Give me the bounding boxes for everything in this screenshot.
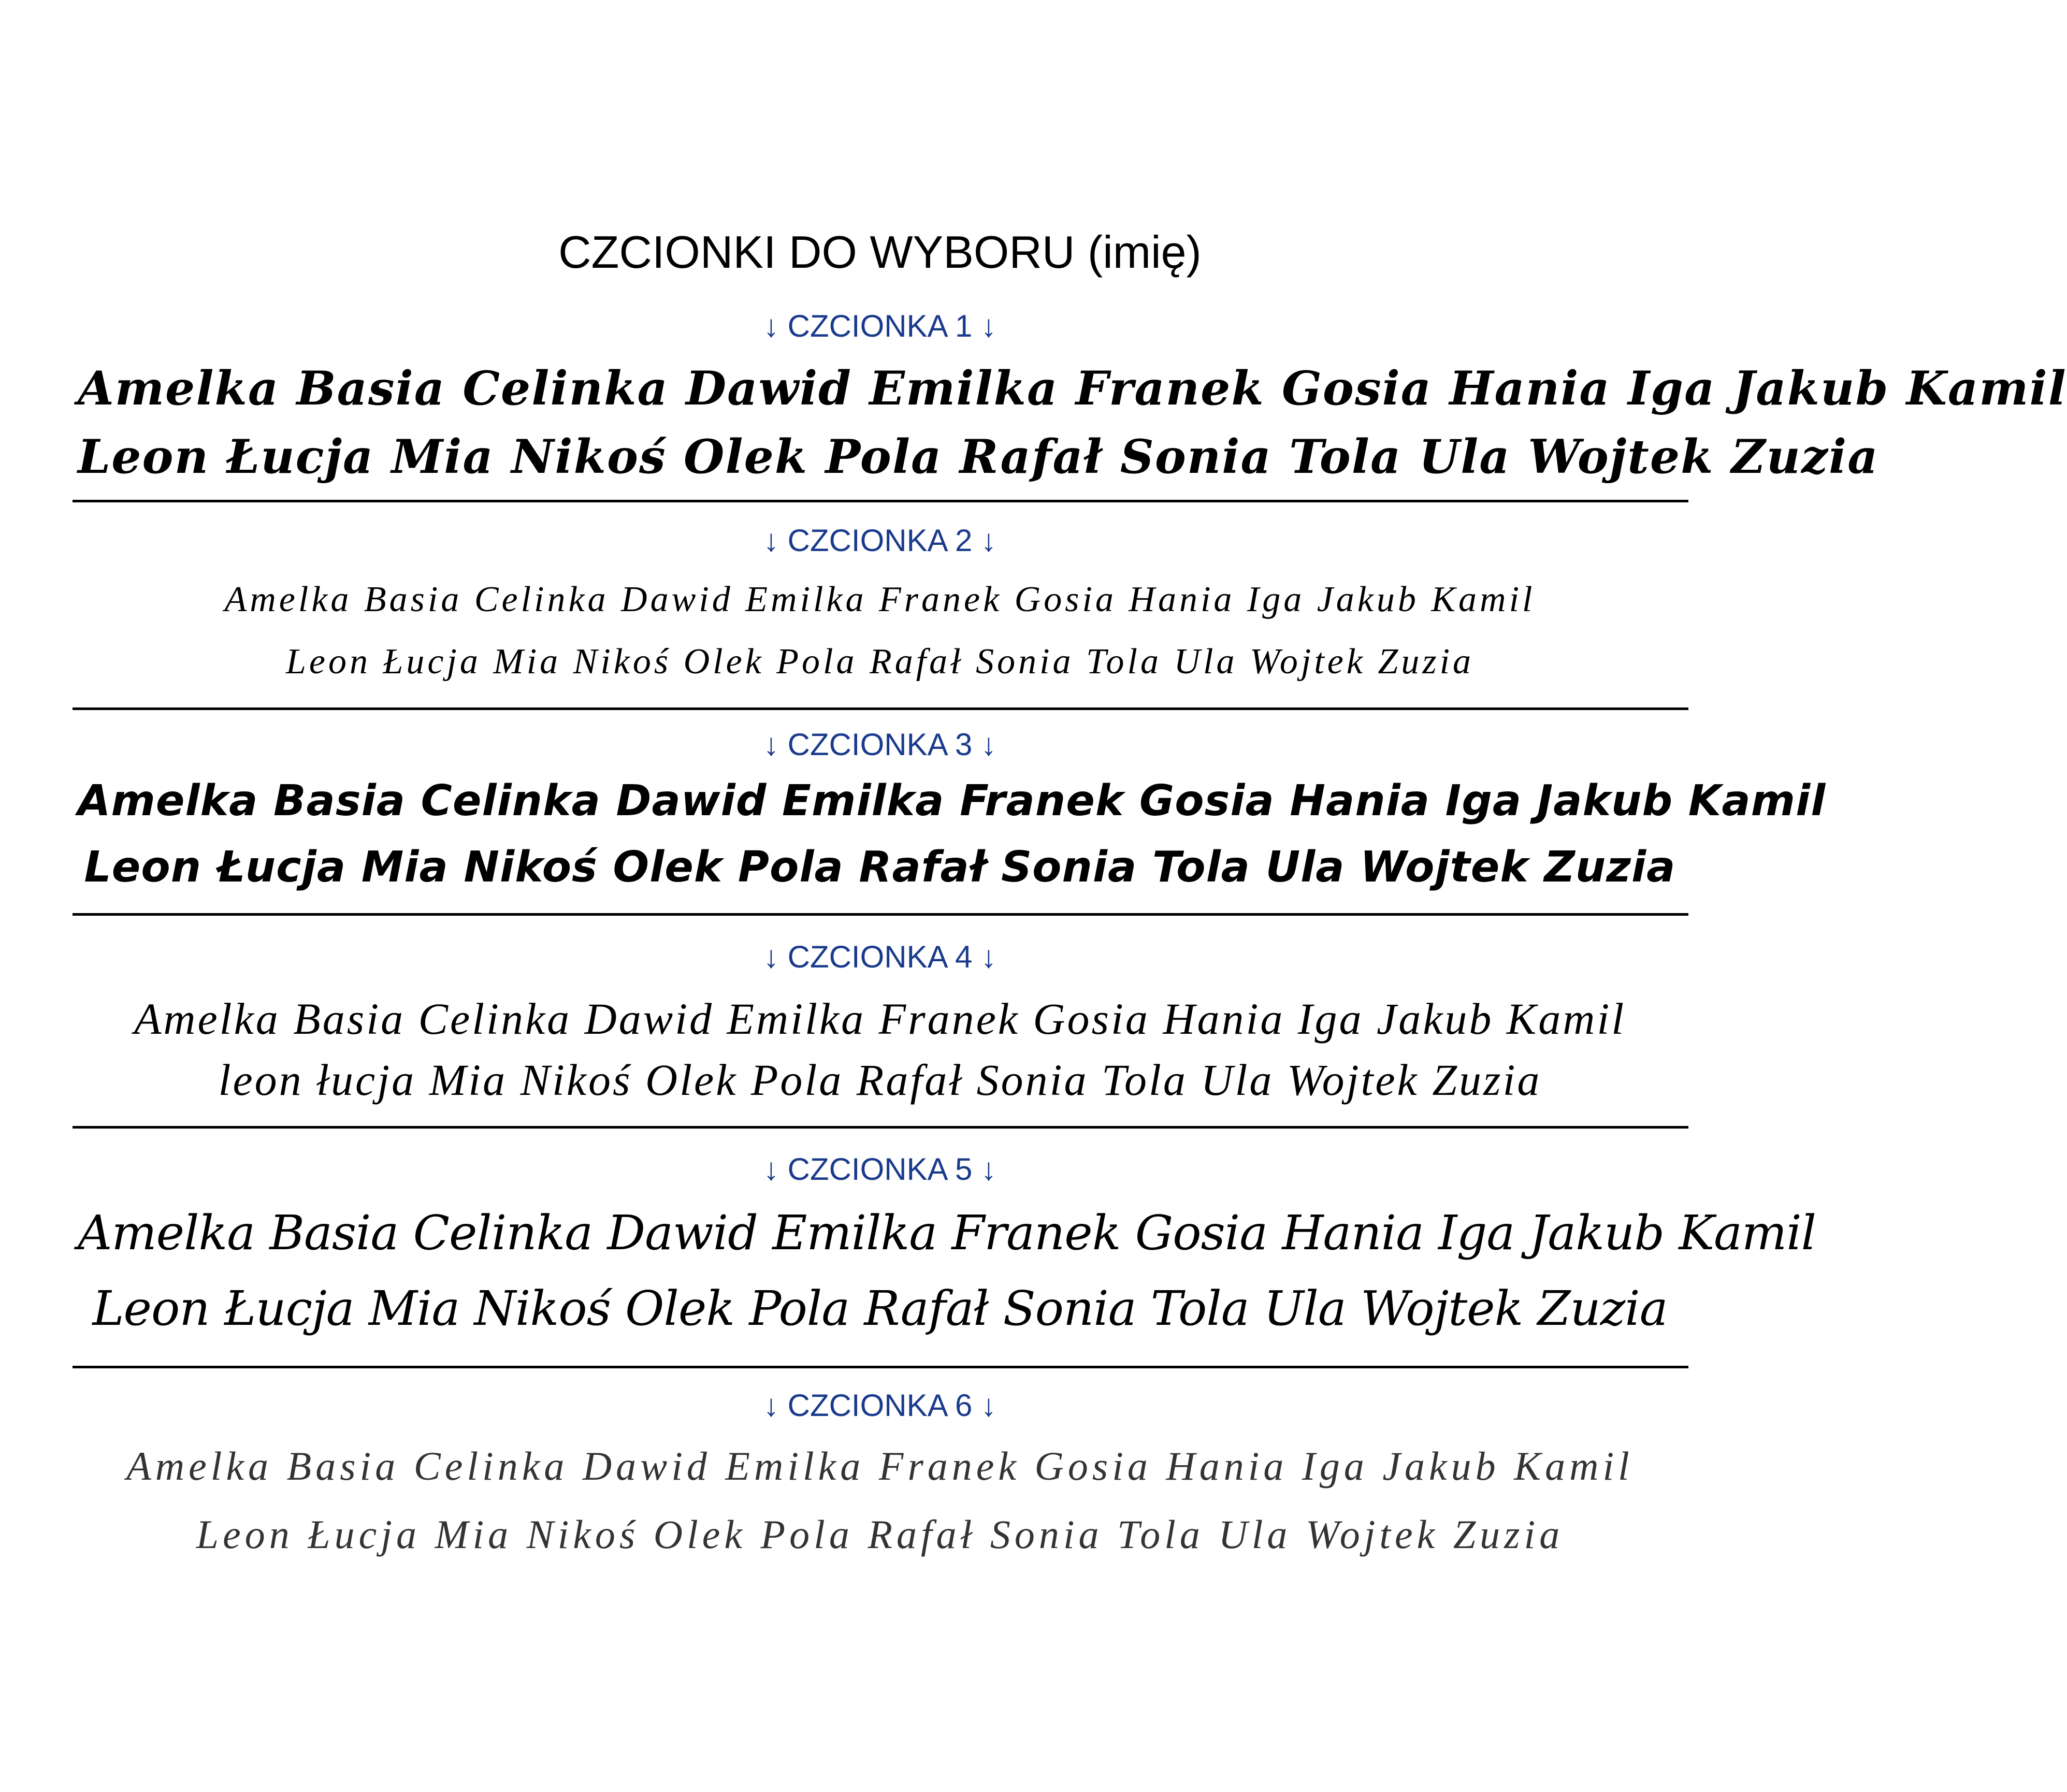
divider	[73, 500, 1688, 502]
divider	[73, 1126, 1688, 1129]
section-label-font-2: ↓ CZCIONKA 2 ↓	[763, 523, 997, 558]
names-line-font-3-row-1: Amelka Basia Celinka Dawid Emilka Franek Gosia Hania Iga Jakub Kamil	[78, 776, 1826, 826]
section-label-font-4: ↓ CZCIONKA 4 ↓	[763, 940, 997, 974]
names-line-font-4-row-1: Amelka Basia Celinka Dawid Emilka Franek Gosia Hania Iga Jakub Kamil	[134, 994, 1626, 1044]
names-line-font-5-row-2: Leon Łucja Mia Nikoś Olek Pola Rafał Sonia Tola Ula Wojtek Zuzia	[92, 1281, 1668, 1336]
names-line-font-5-row-1: Amelka Basia Celinka Dawid Emilka Franek Gosia Hania Iga Jakub Kamil	[78, 1205, 1816, 1261]
divider	[73, 707, 1688, 710]
names-line-font-6-row-1: Amelka Basia Celinka Dawid Emilka Franek Gosia Hania Iga Jakub Kamil	[126, 1443, 1634, 1488]
names-line-font-1-row-1: Amelka Basia Celinka Dawid Emilka Franek Gosia Hania Iga Jakub Kamil	[78, 361, 2067, 416]
page-title: CZCIONKI DO WYBORU (imię)	[558, 226, 1202, 278]
names-line-font-6-row-2: Leon Łucja Mia Nikoś Olek Pola Rafał Sonia Tola Ula Wojtek Zuzia	[196, 1512, 1564, 1557]
section-label-font-6: ↓ CZCIONKA 6 ↓	[763, 1388, 997, 1423]
names-line-font-2-row-2: Leon Łucja Mia Nikoś Olek Pola Rafał Sonia Tola Ula Wojtek Zuzia	[285, 642, 1475, 682]
names-line-font-3-row-2: Leon Łucja Mia Nikoś Olek Pola Rafał Sonia Tola Ula Wojtek Zuzia	[84, 843, 1676, 892]
section-label-font-5: ↓ CZCIONKA 5 ↓	[763, 1152, 997, 1187]
divider	[73, 1366, 1688, 1368]
names-line-font-1-row-2: Leon Łucja Mia Nikoś Olek Pola Rafał Sonia Tola Ula Wojtek Zuzia	[78, 429, 1879, 484]
section-label-font-3: ↓ CZCIONKA 3 ↓	[763, 727, 997, 762]
names-line-font-2-row-1: Amelka Basia Celinka Dawid Emilka Franek Gosia Hania Iga Jakub Kamil	[224, 580, 1536, 619]
section-label-font-1: ↓ CZCIONKA 1 ↓	[763, 309, 997, 343]
divider	[73, 913, 1688, 916]
names-line-font-4-row-2: leon łucja Mia Nikoś Olek Pola Rafał Sonia Tola Ula Wojtek Zuzia	[218, 1055, 1542, 1105]
